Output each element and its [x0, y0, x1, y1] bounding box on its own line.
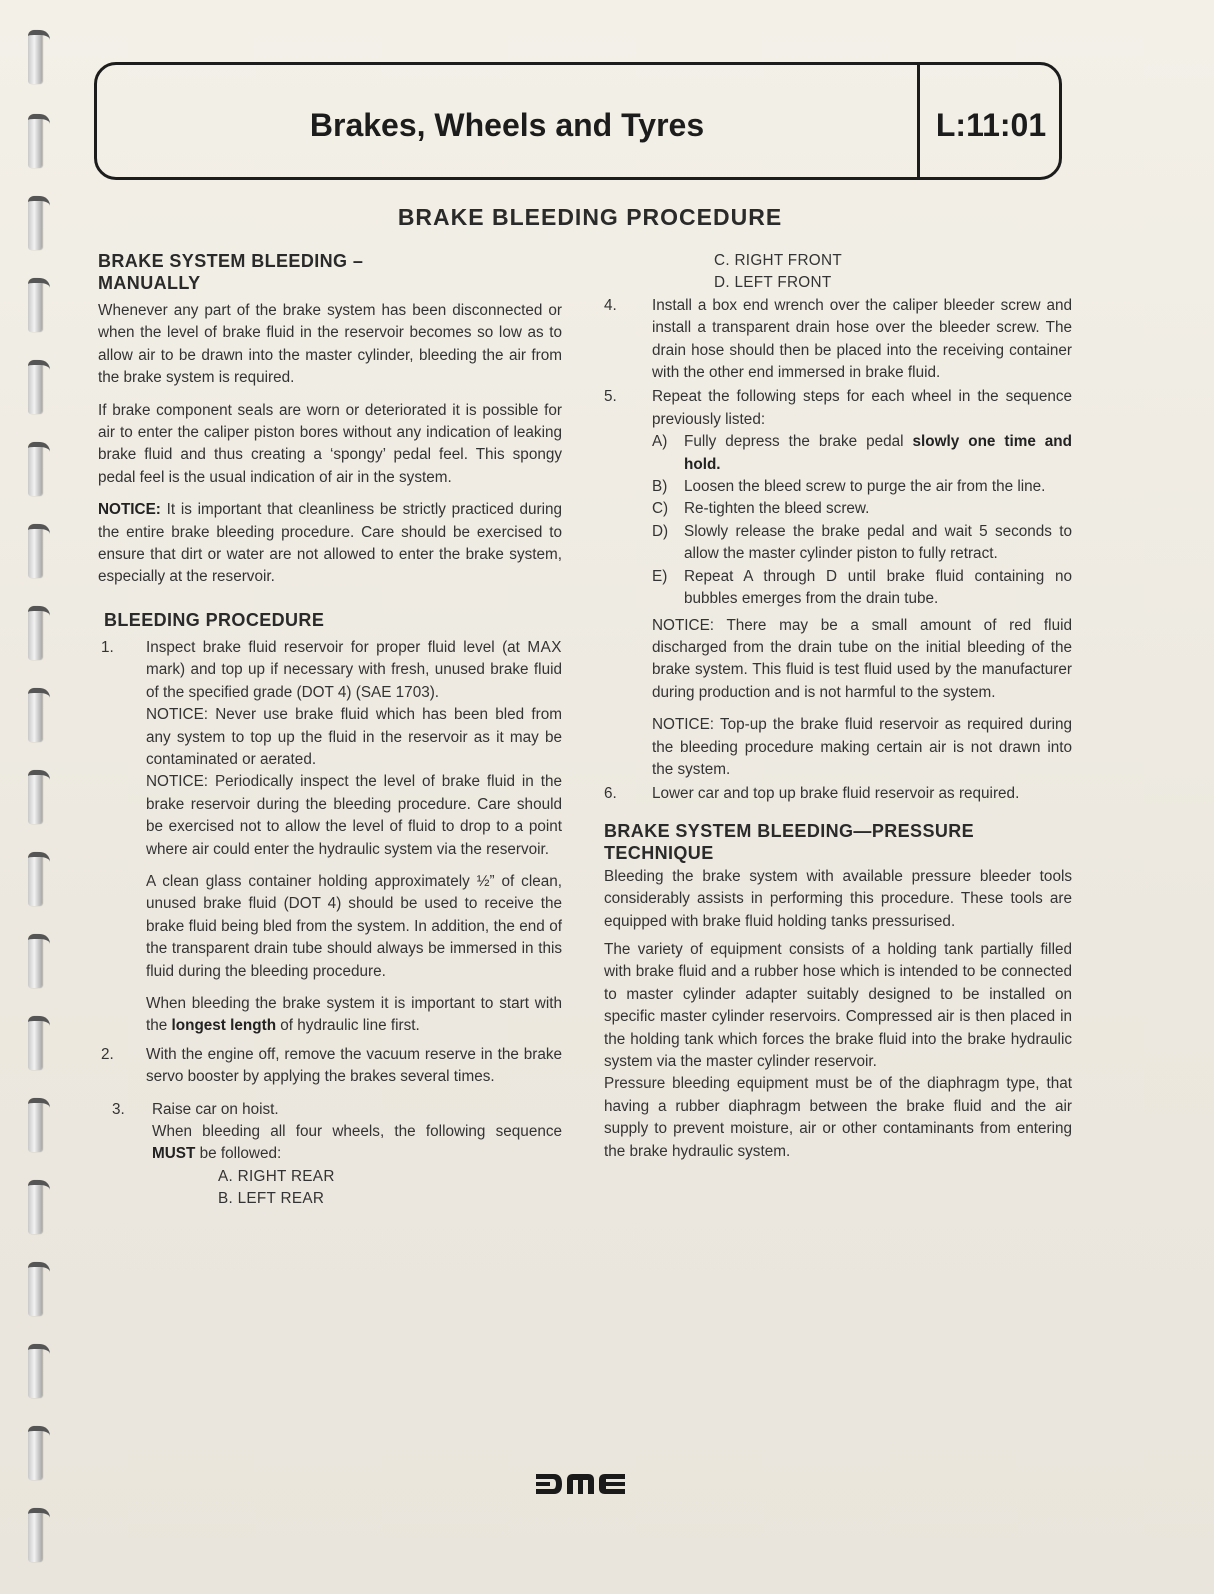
substep-b [652, 476, 1072, 498]
binder-ring [28, 1016, 42, 1070]
paragraph: The variety of equipment consists of a holding tank partially filled with brake fluid and a rubber hose which is intended to be connected to master cylinder adapter suitably designed to be installed on specific master cylinder reservoirs. Compressed air is then placed in the holding tank which forces the brake fluid into the brake hydraulic system via the master cylinder reservoir. [604, 940, 1072, 1070]
substep-letter: C) [652, 500, 669, 518]
substep-letter: E) [652, 567, 668, 585]
notice-paragraph: NOTICE: Periodically inspect the level of brake fluid in the brake reservoir during the bleeding procedure. Care should be exercised not to allow the level of fluid to drop to a point where air could enter the hydraulic system via the reservoir. [146, 773, 562, 858]
paragraph: A clean glass container holding approximately ½” of clean, unused brake fluid (DOT 4) should be used to receive the brake fluid being bled from the system. In addition, the end of the transparent drain tube should always be immersed in this fluid during the bleeding procedure. [146, 872, 562, 980]
notice-label: NOTICE: [98, 501, 161, 519]
section-title: Brakes, Wheels and Tyres [309, 107, 705, 143]
binder-ring [28, 442, 42, 496]
substep-text: Slowly release the brake pedal and wait 5 seconds to allow the master cylinder piston to fully retract. [684, 522, 1072, 563]
notice-paragraph: NOTICE: There may be a small amount of red fluid discharged from the drain tube on the initial bleeding of the brake system. This fluid is test fluid used by the manufacturer during production and is not harmful to the system. [652, 616, 1072, 701]
text-run: MAX [527, 638, 562, 656]
binder-ring [28, 278, 42, 332]
sequence-item: D. LEFT FRONT [714, 274, 832, 292]
bold-text: longest length [171, 1017, 277, 1035]
binder-ring [28, 1508, 42, 1562]
step-4 [604, 295, 1072, 385]
step-6 [604, 783, 1072, 805]
notice-text: It is important that cleanliness be strictly practiced during the entire brake bleeding procedure. Care should be exercised to ensure that dirt or water are not allowed to enter the brake system, especially at the reservoir. [98, 501, 562, 586]
binder-ring [28, 1098, 42, 1152]
binder-ring [28, 524, 42, 578]
substep-c [652, 498, 1072, 520]
left-column [98, 250, 562, 1211]
sequence-item: C. RIGHT FRONT [714, 252, 842, 269]
step-5 [604, 386, 1072, 781]
binder-ring [28, 688, 42, 742]
binder-ring [28, 770, 42, 824]
step-number: 6. [604, 785, 617, 803]
step-number: 2. [101, 1045, 114, 1063]
section-header [94, 62, 1062, 180]
page-title: BRAKE BLEEDING PROCEDURE [397, 204, 783, 230]
paragraph: Bleeding the brake system with available pressure bleeder tools considerably assists in performing this procedure. These tools are equipped with brake fluid holding tanks pressurised. [604, 867, 1072, 930]
substep-text: Re-tighten the bleed screw. [684, 500, 870, 518]
substep-a [652, 431, 1072, 476]
dmc-logo-icon [536, 1472, 626, 1496]
step-text [146, 637, 562, 704]
step-2 [98, 1044, 562, 1089]
notice-paragraph: NOTICE: Never use brake fluid which has been bled from any system to top up the fluid in the reservoir as it may be contaminated or aerated. [146, 706, 562, 768]
right-column [604, 250, 1072, 1163]
paragraph [146, 993, 562, 1038]
binder-ring [28, 1426, 42, 1480]
substep-text [684, 431, 1072, 476]
paragraph: If brake component seals are worn or deteriorated it is possible for air to enter the caliper piston bores without any indication of leaking brake fluid and thus creating a ‘spongy’ pedal feel. This spongy pedal feel is the usual indication of air in the system. [98, 401, 562, 486]
text-run: of hydraulic line first. [276, 1017, 420, 1035]
step-text: Repeat the following steps for each wheel in the sequence previously listed: [652, 388, 1072, 428]
step-1 [98, 637, 562, 1038]
substep-letter: A) [652, 433, 668, 451]
step-3 [98, 1099, 562, 1211]
step-text: Lower car and top up brake fluid reservoir as required. [652, 785, 1020, 803]
substep-letter: D) [652, 522, 669, 540]
binder-ring [28, 1262, 42, 1316]
heading-line: BRAKE SYSTEM BLEEDING – [98, 251, 364, 271]
binder-ring [28, 114, 42, 168]
substep-letter: B) [652, 478, 668, 496]
step-number: 4. [604, 296, 617, 314]
text-run: be followed: [195, 1145, 282, 1163]
step-number: 1. [101, 638, 114, 656]
bold-text: slowly one time and hold. [684, 433, 1072, 473]
sequence-item: A. RIGHT REAR [218, 1167, 335, 1185]
substep-d [652, 521, 1072, 566]
binder-ring [28, 1180, 42, 1234]
heading-line: MANUALLY [98, 273, 201, 293]
binder-ring [28, 360, 42, 414]
text-run: Fully depress the brake pedal [684, 433, 913, 451]
binder-ring [28, 852, 42, 906]
sequence-item: B. LEFT REAR [218, 1190, 325, 1208]
step-text [152, 1121, 562, 1166]
step-text: Raise car on hoist. [152, 1100, 279, 1118]
heading-manual-bleeding [98, 250, 562, 294]
notice-paragraph [98, 499, 562, 589]
binder-ring [28, 934, 42, 988]
text-run: When bleeding all four wheels, the following sequence [152, 1123, 562, 1140]
step-number: 3. [112, 1100, 125, 1118]
section-code: L:11:01 [935, 107, 1047, 143]
heading-pressure-technique [604, 820, 1072, 864]
text-run: Inspect brake fluid reservoir for proper fluid level (at [146, 638, 528, 656]
binder-ring [28, 606, 42, 660]
step-text: Install a box end wrench over the caliper bleeder screw and install a transparent drain hose over the bleeder screw. The drain hose should then be placed into the receiving container with the other end immersed in brake fluid. [652, 296, 1072, 382]
paragraph: Pressure bleeding equipment must be of the diaphragm type, that having a rubber diaphragm between the brake fluid and the air supply to prevent moisture, air or other contaminants from entering the brake hydraulic system. [604, 1075, 1072, 1160]
paragraph: Whenever any part of the brake system has been disconnected or when the level of brake fluid in the reservoir becomes so low as to allow air to be drawn into the master cylinder, bleeding the air from the brake system is required. [98, 302, 562, 387]
bold-text: MUST [152, 1145, 196, 1163]
step-number: 5. [604, 388, 617, 406]
heading-line: BRAKE SYSTEM BLEEDING—PRESSURE [604, 820, 975, 841]
text-run: mark) and top up if necessary with fresh, unused brake fluid of the specified grade (DOT 4) (SAE 1703). [146, 661, 562, 701]
text-run: When bleeding the brake system it is important to start with the [146, 994, 562, 1035]
step-text: With the engine off, remove the vacuum reserve in the brake servo booster by applying the brakes several times. [146, 1045, 562, 1086]
substep-text: Loosen the bleed screw to purge the air from the line. [684, 478, 1046, 496]
heading-bleeding-procedure: BLEEDING PROCEDURE [104, 609, 325, 630]
binder-ring [28, 30, 42, 84]
heading-line: TECHNIQUE [604, 842, 714, 863]
binder-ring [28, 1344, 42, 1398]
notice-paragraph: NOTICE: Top-up the brake fluid reservoir as required during the bleeding procedure making certain air is not drawn into the system. [652, 716, 1072, 778]
substep-text: Repeat A through D until brake fluid containing no bubbles emerges from the drain tube. [684, 567, 1072, 608]
substep-e [652, 566, 1072, 611]
binder-rings [28, 30, 58, 1570]
